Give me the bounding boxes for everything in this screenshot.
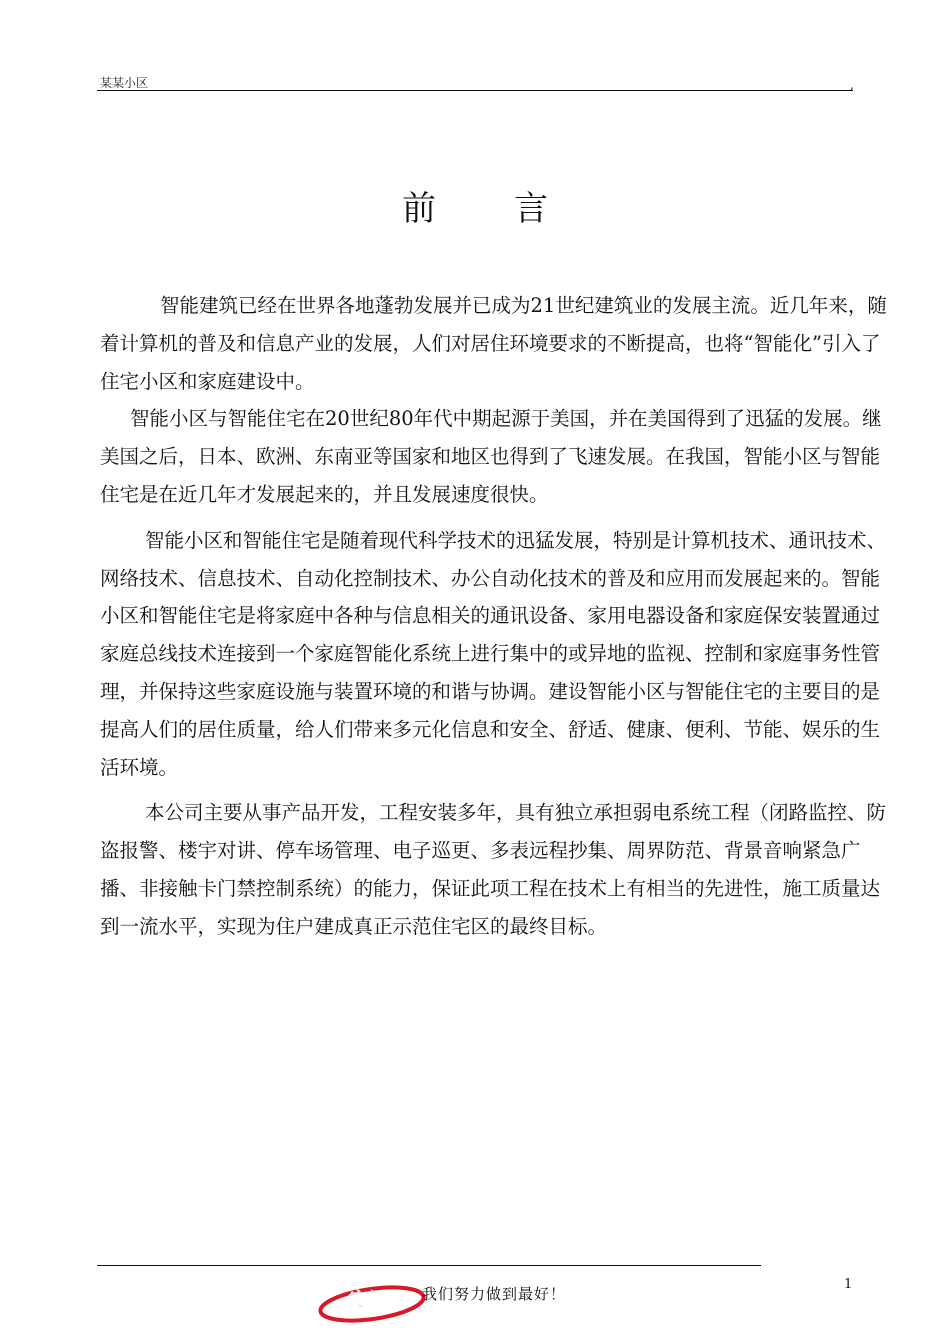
page-title: 前言 [402, 188, 626, 229]
header-divider [97, 90, 853, 91]
page-number: 1 [844, 1277, 853, 1292]
paragraph-company: 本公司主要从事产品开发，工程安装多年，具有独立承担弱电系统工程（闭路监控、防盗报警、楼宇对讲、停车场管理、电子巡更、多表远程抄集、周界防范、背景音响紧急广播、非接触卡门禁控制系统）的能力，保证此项工程在技术上有相当的先进性，施工质量达到一流水平，实现为住户建成真正示范住宅区的最终目标。 [100, 801, 887, 938]
company-logo [318, 1276, 430, 1326]
paragraph-origin: 智能小区与智能住宅在20世纪80年代中期起源于美国，并在美国得到了迅猛的发展。继美国之后，日本、欧洲、东南亚等国家和地区也得到了飞速发展。在我国，智能小区与智能住宅是在近几年才发展起来的，并且发展速度很快。 [100, 407, 882, 506]
footer-divider [97, 1265, 761, 1266]
document-body [100, 287, 890, 946]
paragraph-definition: 智能小区和智能住宅是随着现代科学技术的迅猛发展，特别是计算机技术、通讯技术、网络技术、信息技术、自动化控制技术、办公自动化技术的普及和应用而发展起来的。智能小区和智能住宅是将家庭中各种与信息相关的通讯设备、家用电器设备和家庭保安装置通过家庭总线技术连接到一个家庭智能化系统上进行集中的或异地的监视、控制和家庭事务性管理，并保持这些家庭设施与装置环境的和谐与协调。建设智能小区与智能住宅的主要目的是提高人们的居住质量，给人们带来多元化信息和安全、舒适、健康、便利、节能、娱乐的生活环境。 [100, 528, 887, 779]
paragraph-intro: 智能建筑已经在世界各地蓬勃发展并已成为21世纪建筑业的发展主流。近几年来，随着计算机的普及和信息产业的发展，人们对居住环境要求的不断提高，也将“智能化”引入了住宅小区和家庭建设中。 [100, 294, 887, 393]
company-logo-text: 安居宝 [345, 1289, 403, 1311]
header-title: 某某小区 [100, 76, 149, 90]
header-mark: , [850, 78, 854, 92]
footer-slogan: 我们努力做到最好！ [422, 1285, 567, 1303]
